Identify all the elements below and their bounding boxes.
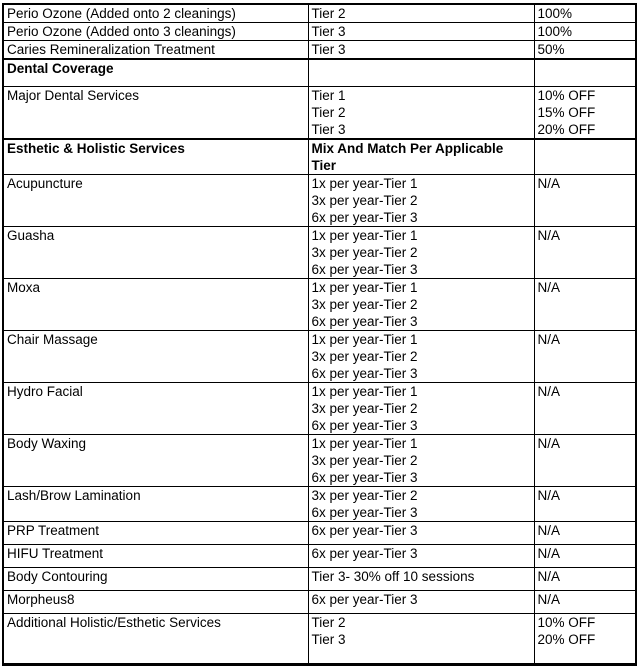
tier-cell — [308, 487, 534, 522]
cell-line: 6x per year-Tier 3 — [311, 366, 418, 381]
tier-cell — [308, 41, 534, 60]
discount-cell — [534, 41, 636, 60]
cell-line: 6x per year-Tier 3 — [311, 470, 418, 485]
service-cell — [3, 591, 308, 614]
cell-line: Dental Coverage — [7, 61, 114, 76]
service-cell — [3, 435, 308, 487]
table-row — [3, 522, 636, 545]
benefits-table-body — [3, 4, 636, 665]
service-cell — [3, 568, 308, 591]
table-row — [3, 614, 636, 665]
table-row — [3, 227, 636, 279]
table-row — [3, 4, 636, 23]
cell-line: Tier 3 — [311, 632, 346, 647]
cell-line: 1x per year-Tier 1 — [311, 384, 418, 399]
cell-line: 6x per year-Tier 3 — [311, 592, 418, 607]
service-cell — [3, 614, 308, 665]
tier-cell — [308, 545, 534, 568]
discount-cell — [534, 522, 636, 545]
cell-line: Moxa — [7, 280, 41, 295]
cell-line: 1x per year-Tier 1 — [311, 176, 418, 191]
tier-cell — [308, 522, 534, 545]
table-row — [3, 383, 636, 435]
cell-line: 1x per year-Tier 1 — [311, 280, 418, 295]
service-cell — [3, 331, 308, 383]
table-row — [3, 435, 636, 487]
cell-line: 6x per year-Tier 3 — [311, 210, 418, 225]
cell-line: N/A — [537, 436, 561, 451]
discount-cell — [534, 279, 636, 331]
cell-line: N/A — [537, 546, 561, 561]
service-cell — [3, 522, 308, 545]
cell-line: HIFU Treatment — [7, 546, 104, 561]
cell-line: Hydro Facial — [7, 384, 83, 399]
cell-line: N/A — [537, 384, 561, 399]
cell-line: 6x per year-Tier 3 — [311, 418, 418, 433]
tier-cell — [308, 331, 534, 383]
cell-line: Tier 2 — [311, 105, 346, 120]
cell-line: 6x per year-Tier 3 — [311, 505, 418, 520]
discount-cell — [534, 487, 636, 522]
tier-cell — [308, 87, 534, 140]
tier-cell — [308, 139, 534, 175]
cell-line: 6x per year-Tier 3 — [311, 546, 418, 561]
tier-cell — [308, 614, 534, 665]
discount-cell — [534, 23, 636, 41]
cell-line: 3x per year-Tier 2 — [311, 245, 418, 260]
cell-line: 1x per year-Tier 1 — [311, 228, 418, 243]
cell-line: 20% OFF — [537, 632, 596, 647]
cell-line: Tier 3 — [311, 122, 346, 137]
cell-line: 50% — [537, 42, 565, 57]
discount-cell — [534, 435, 636, 487]
cell-line: N/A — [537, 569, 561, 584]
cell-line: 3x per year-Tier 2 — [311, 401, 418, 416]
cell-line: Tier 3 — [311, 24, 346, 39]
cell-line: N/A — [537, 523, 561, 538]
cell-line: 6x per year-Tier 3 — [311, 262, 418, 277]
table-row — [3, 487, 636, 522]
service-cell — [3, 279, 308, 331]
cell-line: N/A — [537, 332, 561, 347]
discount-cell — [534, 383, 636, 435]
cell-line: N/A — [537, 592, 561, 607]
cell-line: Tier 2 — [311, 615, 346, 630]
cell-line: 1x per year-Tier 1 — [311, 332, 418, 347]
table-row — [3, 175, 636, 227]
cell-line: 3x per year-Tier 2 — [311, 297, 418, 312]
cell-line: Perio Ozone (Added onto 2 cleanings) — [7, 6, 236, 21]
cell-line: 100% — [537, 24, 573, 39]
discount-cell — [534, 545, 636, 568]
cell-line: 100% — [537, 6, 573, 21]
cell-line: Mix And Match Per Applicable Tier — [311, 141, 504, 173]
table-row — [3, 545, 636, 568]
table-row — [3, 59, 636, 87]
cell-line: 10% OFF — [537, 615, 596, 630]
service-cell — [3, 545, 308, 568]
tier-cell — [308, 227, 534, 279]
cell-line: Tier 2 — [311, 6, 346, 21]
cell-line: 1x per year-Tier 1 — [311, 436, 418, 451]
service-cell — [3, 41, 308, 60]
cell-line: N/A — [537, 488, 561, 503]
service-cell — [3, 487, 308, 522]
tier-cell — [308, 59, 534, 87]
cell-line: 10% OFF — [537, 88, 596, 103]
cell-line: Major Dental Services — [7, 88, 140, 103]
cell-line: Tier 3- 30% off 10 sessions — [311, 569, 475, 584]
cell-line: Caries Remineralization Treatment — [7, 42, 215, 57]
benefits-table — [2, 3, 637, 666]
tier-cell — [308, 4, 534, 23]
cell-line: Tier 1 — [311, 88, 346, 103]
discount-cell — [534, 331, 636, 383]
discount-cell — [534, 59, 636, 87]
service-cell — [3, 59, 308, 87]
cell-line: Chair Massage — [7, 332, 98, 347]
cell-line: Guasha — [7, 228, 55, 243]
tier-cell — [308, 568, 534, 591]
cell-line: Additional Holistic/Esthetic Services — [7, 615, 221, 630]
cell-line: N/A — [537, 176, 561, 191]
cell-line: PRP Treatment — [7, 523, 100, 538]
cell-line: 15% OFF — [537, 105, 596, 120]
service-cell — [3, 4, 308, 23]
cell-line: 20% OFF — [537, 122, 596, 137]
service-cell — [3, 87, 308, 140]
discount-cell — [534, 139, 636, 175]
cell-line: Tier 3 — [311, 42, 346, 57]
table-row — [3, 279, 636, 331]
discount-cell — [534, 4, 636, 23]
cell-line: 3x per year-Tier 2 — [311, 453, 418, 468]
table-row — [3, 23, 636, 41]
cell-line: 3x per year-Tier 2 — [311, 488, 418, 503]
cell-line: 6x per year-Tier 3 — [311, 523, 418, 538]
cell-line: 3x per year-Tier 2 — [311, 193, 418, 208]
cell-line: N/A — [537, 280, 561, 295]
cell-line: Perio Ozone (Added onto 3 cleanings) — [7, 24, 236, 39]
tier-cell — [308, 175, 534, 227]
cell-line: Morpheus8 — [7, 592, 75, 607]
table-row — [3, 591, 636, 614]
tier-cell — [308, 383, 534, 435]
table-row — [3, 87, 636, 140]
tier-cell — [308, 23, 534, 41]
cell-line: Body Waxing — [7, 436, 87, 451]
service-cell — [3, 383, 308, 435]
discount-cell — [534, 175, 636, 227]
discount-cell — [534, 568, 636, 591]
tier-cell — [308, 591, 534, 614]
tier-cell — [308, 435, 534, 487]
cell-line: 6x per year-Tier 3 — [311, 314, 418, 329]
cell-line: Acupuncture — [7, 176, 83, 191]
service-cell — [3, 23, 308, 41]
tier-cell — [308, 279, 534, 331]
table-row — [3, 331, 636, 383]
discount-cell — [534, 591, 636, 614]
discount-cell — [534, 227, 636, 279]
discount-cell — [534, 614, 636, 665]
table-row — [3, 139, 636, 175]
cell-line: Lash/Brow Lamination — [7, 488, 141, 503]
discount-cell — [534, 87, 636, 140]
service-cell — [3, 139, 308, 175]
cell-line: N/A — [537, 228, 561, 243]
cell-line: Esthetic & Holistic Services — [7, 141, 185, 156]
table-row — [3, 41, 636, 60]
cell-line: 3x per year-Tier 2 — [311, 349, 418, 364]
cell-line: Body Contouring — [7, 569, 108, 584]
service-cell — [3, 175, 308, 227]
service-cell — [3, 227, 308, 279]
table-row — [3, 568, 636, 591]
